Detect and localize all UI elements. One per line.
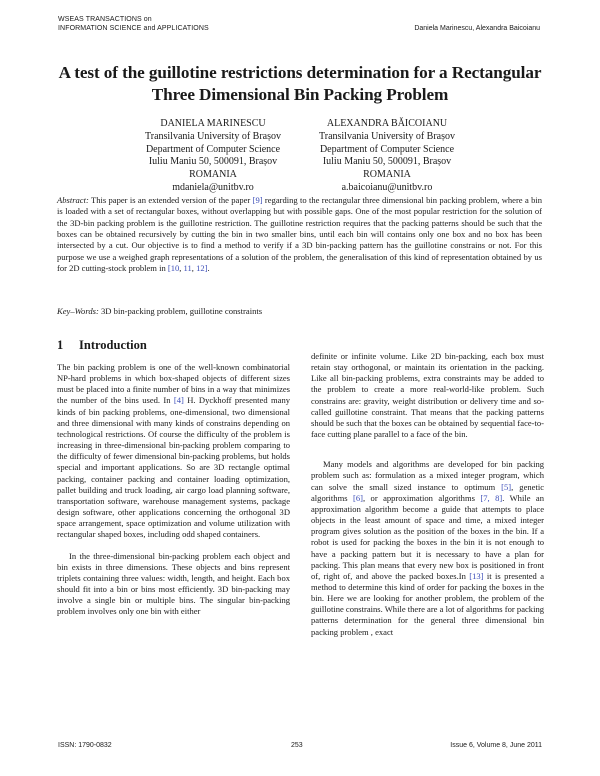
paper-title [40, 62, 560, 106]
paragraph-text: it is presented a method to determine this kind of order for packing the boxes in the bin. Here we are looking for another problem, the problem of the guillotine constrains. While there are a lot of algorithms for packing patterns determination for the general three dimensional bin packing problem , exact [311, 570, 544, 637]
author-block-2 [282, 118, 492, 195]
author-address: Iuliu Maniu 50, 500091, Brașov [322, 156, 452, 168]
author-email: mdaniela@unitbv.ro [172, 181, 254, 193]
paragraph-text: , or approximation algorithms [362, 492, 481, 503]
paragraph-text: The bin packing problem is one of the well-known combinatorial NP-hard problems in which box-shaped objects of different sizes must be placed into a finite number of bins in a way that minimizes the number of the bins used. In [57, 362, 290, 406]
footer-issue: Issue 6, Volume 8, June 2011 [450, 742, 542, 749]
abstract-text: This paper is an extended version of the paper [88, 195, 253, 205]
paragraph [311, 459, 544, 638]
paragraph-text: . While an approximation algorithm become a guide that attempts to place objects in the least amount of space and time, a mixed integer program gives solution as the position of the boxes in the bin. If a robot is used for packing the boxes in the bin it is not enough to have a packing pattern but it is necessary to have a plan for packing. This plan means that every new box is positioned in front of, right of, and above the packed boxes.In [311, 492, 544, 581]
footer-issn: ISSN: 1790-0832 [58, 742, 112, 749]
author-department: Department of Computer Science [145, 143, 281, 155]
citation-link[interactable]: [5] [501, 481, 512, 492]
citation-link[interactable]: [10 [167, 263, 180, 274]
paper-title-line1: A test of the guillotine restrictions determination for a Rectangular [58, 63, 542, 82]
keywords-text: 3D bin-packing problem, guillotine constraints [98, 306, 263, 316]
citation-link[interactable]: 11 [183, 263, 192, 274]
body-column-right [311, 351, 544, 638]
body-column-left [57, 362, 290, 617]
section-number: 1 [57, 338, 64, 352]
running-header-journal [58, 15, 209, 33]
author-name: DANIELA MARINESCU [160, 118, 266, 129]
journal-name-line1: WSEAS TRANSACTIONS on [58, 16, 152, 23]
keywords [57, 306, 262, 317]
paragraph [57, 362, 290, 541]
author-email: a.baicoianu@unitbv.ro [341, 181, 433, 193]
paper-title-line2: Three Dimensional Bin Packing Problem [151, 85, 449, 104]
author-affiliation: Transilvania University of Brașov [144, 130, 281, 142]
paragraph-text: H. Dyckhoff presented many kinds of bin packing problems, one-dimensional, two dimensional and three dimensional with many kinds of constrains depending on technological restrictions. Of course the difficulty of the problem is increasing in three-dimensional bin-packing problem comparing to the difficulty of fewer dimensional bin-packing problems, but holds special and important applications. So are 3D rectangle optimal packing, container packing and container loading optimization, pallet building and truck loading, air cargo load planning software, transportation software, warehouse management systems, package design software, other applications concerning the orthogonal 3D space arrangement, space optimization and volume utilization with rectangular shaped boxes, including odd shaped containers. [57, 395, 290, 540]
paragraph-text: , genetic algorithms [311, 481, 544, 503]
paragraph: In the three-dimensional bin-packing problem each object and bin exists in three dimensions. These objects and bins represent triplets containing three values: width, length, and height. Each box should fit into a bin or bins most efficiently. 3D bin-packing may involve a single bin or multiple bins. The singular bin-packing problem involves only one bin with either [57, 550, 290, 617]
author-country: ROMANIA [189, 169, 237, 181]
citation-link[interactable]: [4] [173, 395, 184, 406]
author-department: Department of Computer Science [319, 143, 455, 155]
paragraph: definite or infinite volume. Like 2D bin-packing, each box must retain stay orthogonal, or maintain its orientation in the packing. Like all bin-packing problems, extra constraints may be added to the problem to create a more real-world-like problem. Such constrains are: gravity, weight distribution or delivery time and so-called guillotine constraint. That means that the packing patterns should be such that the boxes can be obtained by sequential face-to-face cutting plane parallel to a face of the bin. [311, 351, 544, 440]
author-affiliation: Transilvania University of Brașov [318, 130, 455, 142]
citation-link[interactable]: [7, 8] [480, 492, 503, 503]
section-heading [57, 338, 147, 353]
section-title: Introduction [79, 338, 147, 352]
paragraph-text: Many models and algorithms are developed for bin packing problem such as: formulation as a mixed integer program, which can solve the small sized instance to optimum [311, 459, 544, 492]
citation-link[interactable]: [6] [353, 492, 363, 503]
citation-link[interactable]: [13] [469, 570, 484, 581]
keywords-label: Key–Words: [57, 306, 99, 316]
journal-name-line2: INFORMATION SCIENCE and APPLICATIONS [58, 25, 209, 32]
author-address: Iuliu Maniu 50, 500091, Brașov [148, 156, 278, 168]
footer-page-number: 253 [291, 742, 303, 749]
running-header-authors: Daniela Marinescu, Alexandra Baicoianu [414, 25, 540, 32]
separator: , [191, 263, 197, 274]
abstract [57, 195, 542, 274]
abstract-text: . [207, 263, 210, 274]
abstract-text: regarding to the rectangular three dimensional bin packing problem, where a bin is loaded with a set of rectangular boxes, without overlapping but with possible gaps. One of the most popular restriction for the solution of the 3D-bin packing problem is the guillotine restriction. The guillotine restriction requires that the packing patterns should be such that the boxes can be obtained recursively by cutting the bin in two smaller bins, until each bin will contains only one box and no box has been intersected by a cut. Our objective is to find a method to verify if a 3D bin-packing pattern has the guillotine constrains or not. For this purpose we use a weighed graph representations of a solution of the problem, the generalisation of this kind of representation obtained by us for 2D cutting-stock problem in [57, 195, 542, 274]
author-name: ALEXANDRA BĂICOIANU [326, 118, 448, 129]
abstract-label: Abstract: [57, 195, 89, 205]
citation-link[interactable]: [9] [252, 195, 263, 205]
separator: , [179, 263, 184, 274]
author-country: ROMANIA [363, 169, 411, 181]
citation-link[interactable]: 12] [196, 263, 208, 274]
